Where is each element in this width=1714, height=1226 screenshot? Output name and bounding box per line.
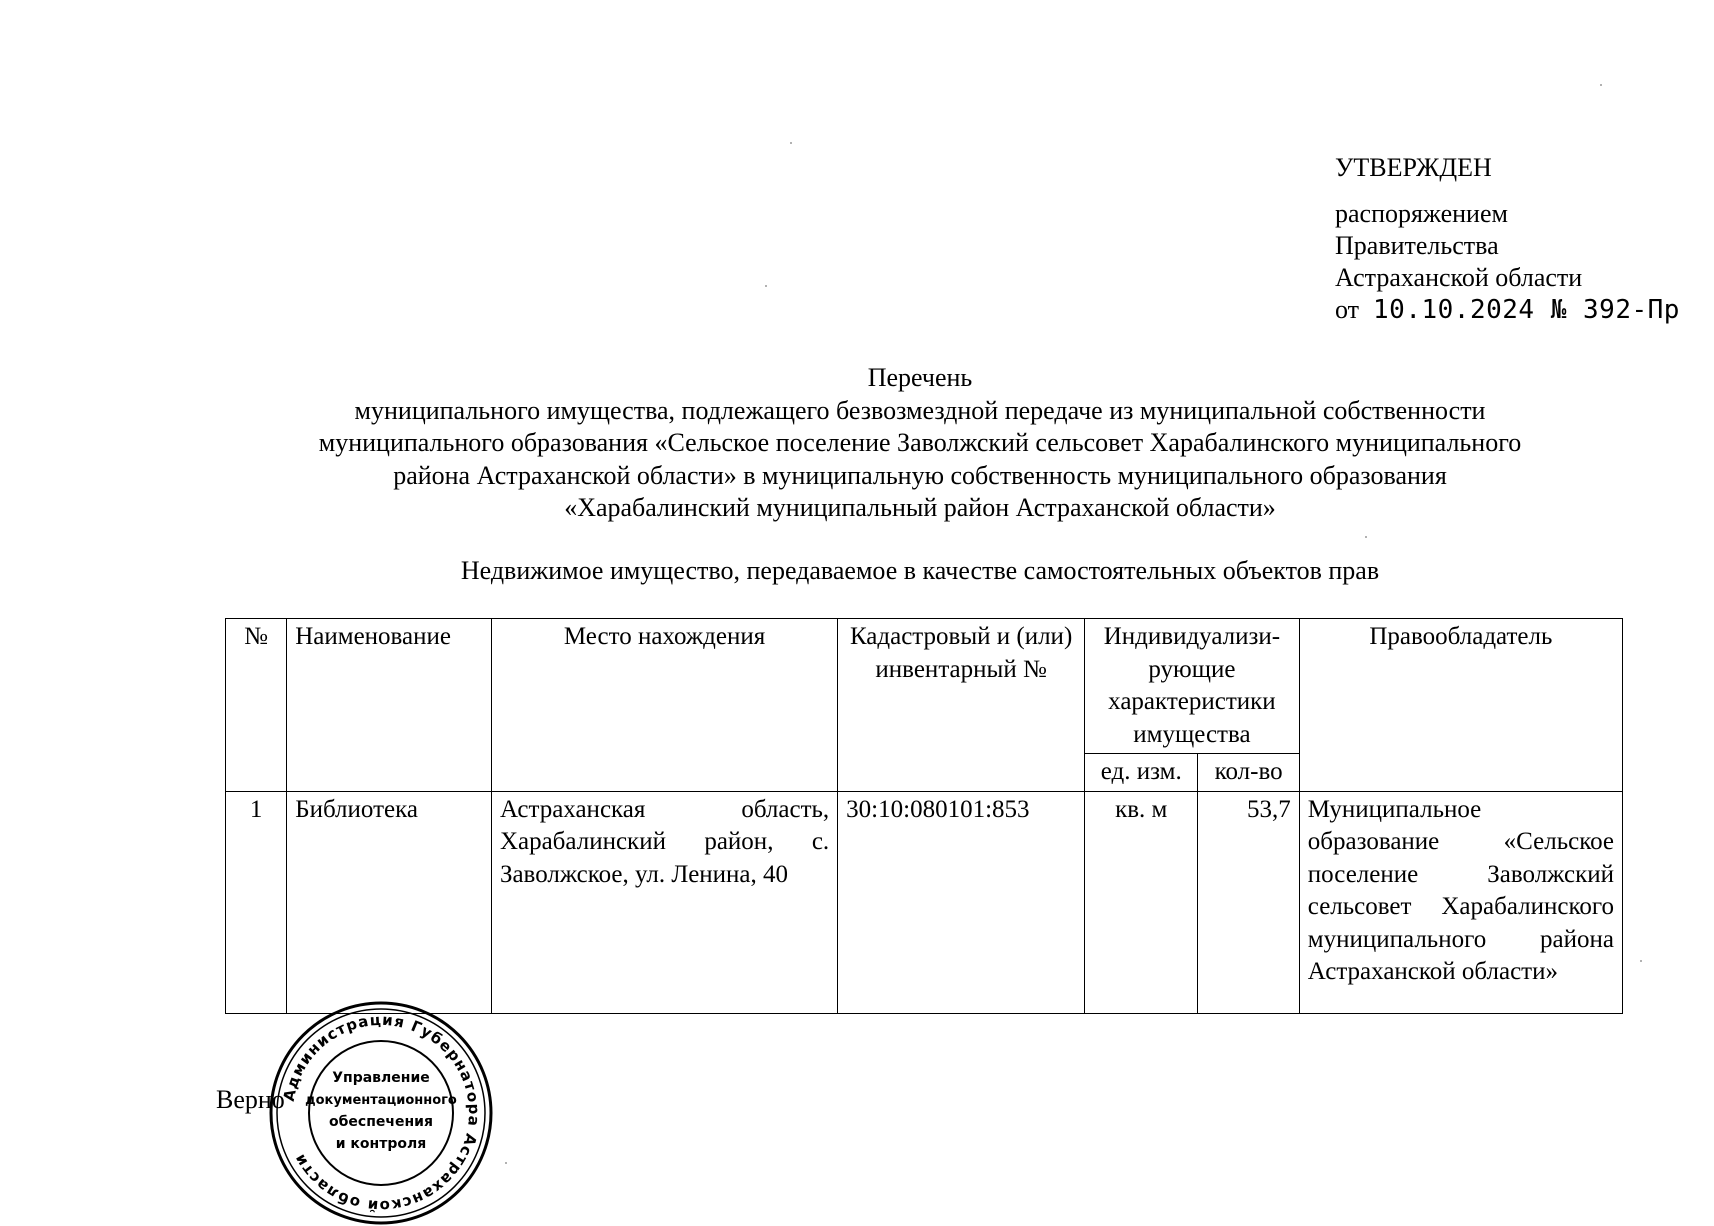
cell-unit: кв. м [1085, 791, 1198, 1013]
scan-speck [505, 1162, 507, 1164]
scan-speck [1640, 960, 1642, 962]
table-header-row [226, 619, 1623, 754]
title-line-1: Перечень [867, 363, 973, 392]
title-line-5: «Харабалинский муниципальный район Астраханской области» [564, 493, 1276, 522]
cell-quantity: 53,7 [1198, 791, 1299, 1013]
table-row [226, 791, 1623, 1013]
approval-block [1335, 152, 1680, 326]
header-unit: ед. изм. [1085, 754, 1198, 792]
cell-owner: Муниципальное образование «Сельское поселение Заволжский сельсовет Харабалинского муниципального района Астраханской области» [1299, 791, 1622, 1013]
cell-location: Астраханская область, Харабалинский район, с. Заволжское, ул. Ленина, 40 [491, 791, 837, 1013]
header-location: Место нахождения [491, 619, 837, 792]
section-subtitle: Недвижимое имущество, передаваемое в качестве самостоятельных объектов прав [460, 556, 1380, 585]
scan-speck [1365, 536, 1367, 538]
header-characteristics: Индивидуализи-рующие характеристики имущества [1085, 619, 1300, 754]
header-name: Наименование [287, 619, 492, 792]
scan-speck [1600, 84, 1602, 86]
cell-cadastral: 30:10:080101:853 [838, 791, 1085, 1013]
official-seal-stamp [268, 1000, 494, 1226]
approval-line-3: Астраханской области [1335, 263, 1583, 292]
header-cadastral: Кадастровый и (или) инвентарный № [838, 619, 1085, 792]
property-table [225, 618, 1623, 1014]
seal-inner-line-1: Управление [332, 1070, 430, 1086]
approval-line-1: распоряжением [1335, 199, 1508, 228]
seal-outer-text: Администрация Губернатора Астраханской области [279, 1010, 484, 1216]
seal-inner-line-3: обеспечения [329, 1114, 433, 1130]
approval-date-line [1335, 294, 1680, 326]
header-num: № [226, 619, 287, 792]
approval-date-number: 10.10.2024 № 392-Пр [1373, 295, 1680, 325]
header-quantity: кол-во [1198, 754, 1299, 792]
scan-speck [765, 285, 767, 287]
title-line-3: муниципального образования «Сельское поселение Заволжский сельсовет Харабалинского муниципального [318, 428, 1522, 457]
approval-heading: УТВЕРЖДЕН [1335, 153, 1492, 182]
title-line-4: района Астраханской области» в муниципальную собственность муниципального образования [393, 460, 1447, 490]
title-line-2: муниципального имущества, подлежащего безвозмездной передаче из муниципальной собственности [354, 395, 1486, 425]
seal-inner-line-2: документационного [305, 1093, 457, 1108]
footer-verified-word: Верно [216, 1085, 285, 1114]
cell-name: Библиотека [287, 791, 492, 1013]
seal-inner-line-4: и контроля [335, 1136, 427, 1152]
cell-num: 1 [226, 791, 287, 1013]
header-owner: Правообладатель [1299, 619, 1622, 792]
scan-speck [790, 142, 792, 144]
approval-line-2: Правительства [1335, 231, 1499, 260]
document-title [200, 362, 1640, 525]
approval-date-prefix: от [1335, 295, 1360, 324]
